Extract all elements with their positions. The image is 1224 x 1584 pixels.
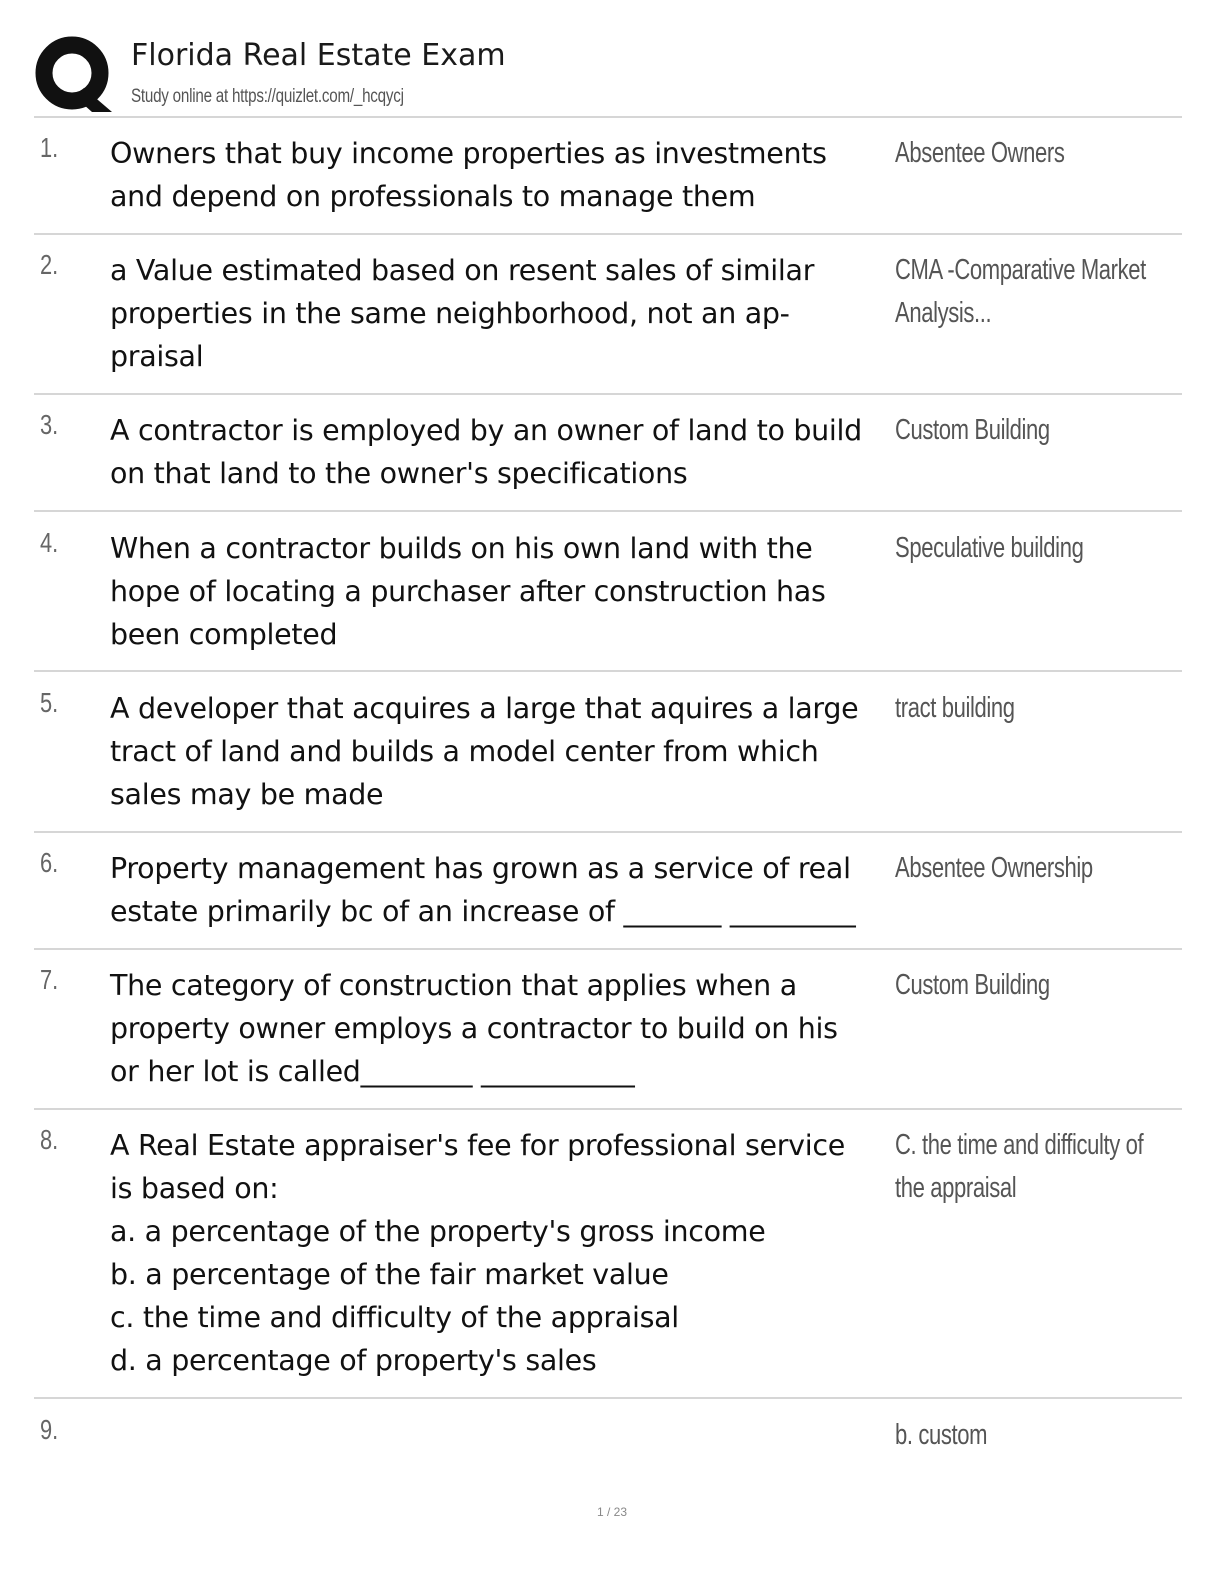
- item-definition: C. the time and difficulty of the appraisal: [895, 1129, 1144, 1204]
- divider: [34, 233, 1182, 235]
- item-term: A contractor is employed by an owner of land to build on that land to the owner's specifications: [110, 414, 862, 490]
- item-term: Property management has grown as a service of real estate primarily bc of an increase of _______ _________: [110, 852, 856, 928]
- quizlet-logo-icon: [34, 36, 114, 112]
- item-number: 5.: [40, 687, 59, 718]
- page-number: 1 / 23: [596, 1505, 628, 1519]
- item-number: 3.: [40, 409, 59, 440]
- item-term: The category of construction that applies when a property owner employs a contractor to build on his or her lot is called________ ___________: [110, 969, 838, 1088]
- item-definition: Custom Building: [895, 414, 1050, 446]
- item-number: 9.: [40, 1414, 59, 1445]
- divider: [34, 393, 1182, 395]
- item-term: When a contractor builds on his own land with the hope of locating a purchaser after construction has been completed: [110, 532, 826, 651]
- divider: [34, 116, 1182, 118]
- page-title: Florida Real Estate Exam: [131, 38, 506, 73]
- item-definition: Custom Building: [895, 969, 1050, 1001]
- item-term: A developer that acquires a large that aquires a large tract of land and builds a model center from which sales may be made: [110, 692, 859, 811]
- study-link[interactable]: Study online at https://quizlet.com/_hcqycj: [131, 86, 404, 107]
- divider: [34, 670, 1182, 672]
- item-term: a Value estimated based on resent sales of similar properties in the same neighborhood, not an ap- praisal: [110, 254, 815, 373]
- item-definition: Absentee Owners: [895, 137, 1065, 169]
- item-number: 8.: [40, 1124, 59, 1155]
- divider: [34, 1108, 1182, 1110]
- divider: [34, 948, 1182, 950]
- item-number: 6.: [40, 847, 59, 878]
- item-definition: tract building: [895, 692, 1015, 724]
- header: [34, 30, 1184, 116]
- divider: [34, 510, 1182, 512]
- item-number: 7.: [40, 964, 59, 995]
- item-definition: b. custom: [895, 1419, 988, 1451]
- item-term: Owners that buy income properties as investments and depend on professionals to manage them: [110, 137, 827, 213]
- divider: [34, 831, 1182, 833]
- item-term: A Real Estate appraiser's fee for professional service is based on: a. a percentage of the property's gross income b. a percentage of the fair market value c. the time and difficulty of the appraisal d. a percentage of property's sales: [110, 1129, 845, 1377]
- item-number: 1.: [40, 132, 59, 163]
- item-definition: Speculative building: [895, 532, 1084, 564]
- item-number: 4.: [40, 527, 59, 558]
- item-number: 2.: [40, 249, 59, 280]
- item-definition: Absentee Ownership: [895, 852, 1093, 884]
- divider: [34, 1397, 1182, 1399]
- item-definition: CMA -Comparative Market Analysis...: [895, 254, 1146, 329]
